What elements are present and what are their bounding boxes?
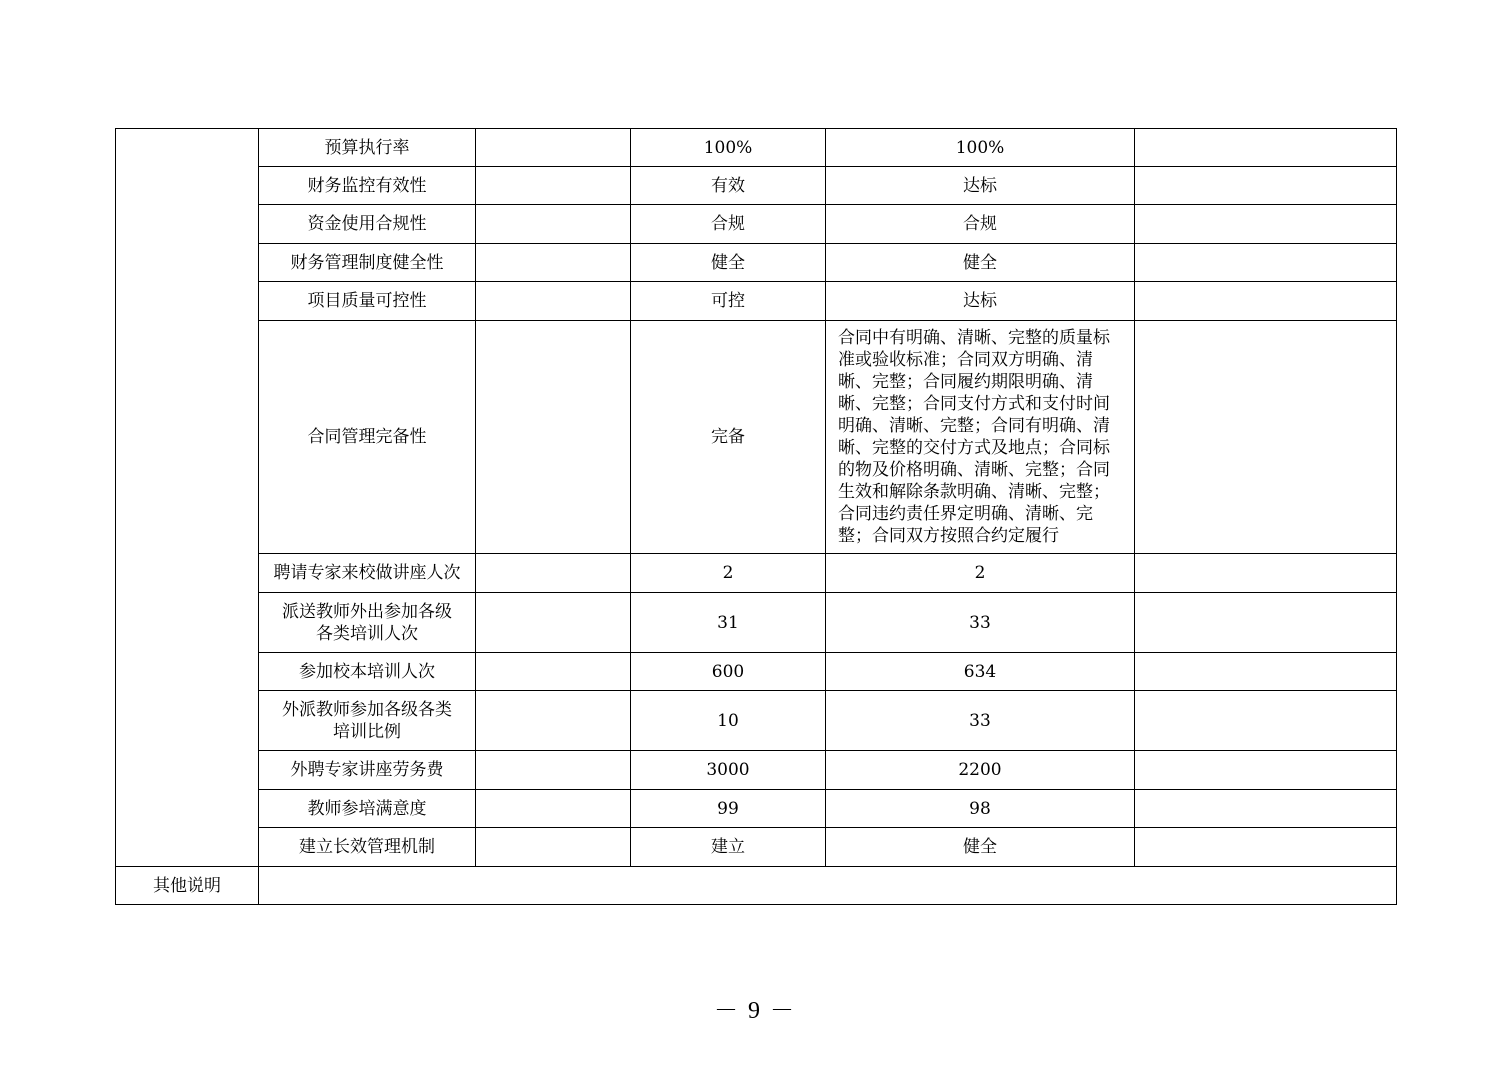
indicator-name: 外派教师参加各级各类培训比例 — [259, 691, 476, 751]
table-row — [116, 653, 1397, 691]
indicator-blank — [476, 691, 631, 751]
indicator-name: 财务监控有效性 — [259, 167, 476, 205]
table-row — [116, 129, 1397, 167]
table-row — [116, 282, 1397, 321]
indicator-name: 项目质量可控性 — [259, 282, 476, 321]
indicator-blank — [476, 244, 631, 282]
actual-value: 2200 — [826, 751, 1135, 790]
actual-value: 98 — [826, 790, 1135, 828]
indicator-blank — [476, 593, 631, 653]
table-row — [116, 828, 1397, 867]
indicator-name: 资金使用合规性 — [259, 205, 476, 244]
target-value: 2 — [631, 554, 826, 593]
actual-value: 健全 — [826, 244, 1135, 282]
table-row — [116, 593, 1397, 653]
actual-value: 达标 — [826, 282, 1135, 321]
indicator-blank — [476, 751, 631, 790]
target-value: 100% — [631, 129, 826, 167]
other-notes-row — [116, 867, 1397, 905]
indicator-blank — [476, 554, 631, 593]
indicator-name: 聘请专家来校做讲座人次 — [259, 554, 476, 593]
remark-cell — [1135, 691, 1397, 751]
indicator-name: 合同管理完备性 — [259, 321, 476, 554]
remark-cell — [1135, 790, 1397, 828]
indicator-blank — [476, 321, 631, 554]
target-value: 10 — [631, 691, 826, 751]
indicator-blank — [476, 828, 631, 867]
indicator-name: 外聘专家讲座劳务费 — [259, 751, 476, 790]
remark-cell — [1135, 653, 1397, 691]
remark-cell — [1135, 244, 1397, 282]
indicator-name: 建立长效管理机制 — [259, 828, 476, 867]
other-notes-label: 其他说明 — [116, 867, 259, 905]
remark-cell — [1135, 282, 1397, 321]
table-row — [116, 554, 1397, 593]
indicator-name: 财务管理制度健全性 — [259, 244, 476, 282]
remark-cell — [1135, 751, 1397, 790]
target-value: 完备 — [631, 321, 826, 554]
target-value: 600 — [631, 653, 826, 691]
actual-value: 合规 — [826, 205, 1135, 244]
indicator-name: 派送教师外出参加各级各类培训人次 — [259, 593, 476, 653]
actual-value: 100% — [826, 129, 1135, 167]
table-row — [116, 691, 1397, 751]
actual-value: 2 — [826, 554, 1135, 593]
table-row — [116, 167, 1397, 205]
target-value: 可控 — [631, 282, 826, 321]
actual-value: 健全 — [826, 828, 1135, 867]
target-value: 99 — [631, 790, 826, 828]
indicator-name: 教师参培满意度 — [259, 790, 476, 828]
table-row — [116, 751, 1397, 790]
actual-value: 33 — [826, 691, 1135, 751]
category-cell — [116, 129, 259, 867]
actual-value: 达标 — [826, 167, 1135, 205]
target-value: 健全 — [631, 244, 826, 282]
indicator-table — [115, 128, 1397, 905]
indicator-blank — [476, 167, 631, 205]
indicator-name: 参加校本培训人次 — [259, 653, 476, 691]
actual-value: 合同中有明确、清晰、完整的质量标准或验收标准；合同双方明确、清晰、完整；合同履约期限明确、清晰、完整；合同支付方式和支付时间明确、清晰、完整；合同有明确、清晰、完整的交付方式及地点；合同标的物及价格明确、清晰、完整；合同生效和解除条款明确、清晰、完整；合同违约责任界定明确、清晰、完整；合同双方按照合约定履行 — [826, 321, 1135, 554]
actual-value: 634 — [826, 653, 1135, 691]
indicator-blank — [476, 790, 631, 828]
indicator-blank — [476, 282, 631, 321]
indicator-blank — [476, 129, 631, 167]
page-number: － 9 － — [714, 998, 796, 1024]
remark-cell — [1135, 205, 1397, 244]
indicator-blank — [476, 653, 631, 691]
remark-cell — [1135, 593, 1397, 653]
target-value: 3000 — [631, 751, 826, 790]
indicator-blank — [476, 205, 631, 244]
actual-value: 33 — [826, 593, 1135, 653]
remark-cell — [1135, 129, 1397, 167]
target-value: 31 — [631, 593, 826, 653]
remark-cell — [1135, 554, 1397, 593]
other-notes-value — [259, 867, 1397, 905]
target-value: 建立 — [631, 828, 826, 867]
remark-cell — [1135, 828, 1397, 867]
table-row — [116, 321, 1397, 554]
indicator-name: 预算执行率 — [259, 129, 476, 167]
target-value: 有效 — [631, 167, 826, 205]
remark-cell — [1135, 167, 1397, 205]
table-row — [116, 790, 1397, 828]
table-row — [116, 244, 1397, 282]
table-row — [116, 205, 1397, 244]
target-value: 合规 — [631, 205, 826, 244]
remark-cell — [1135, 321, 1397, 554]
